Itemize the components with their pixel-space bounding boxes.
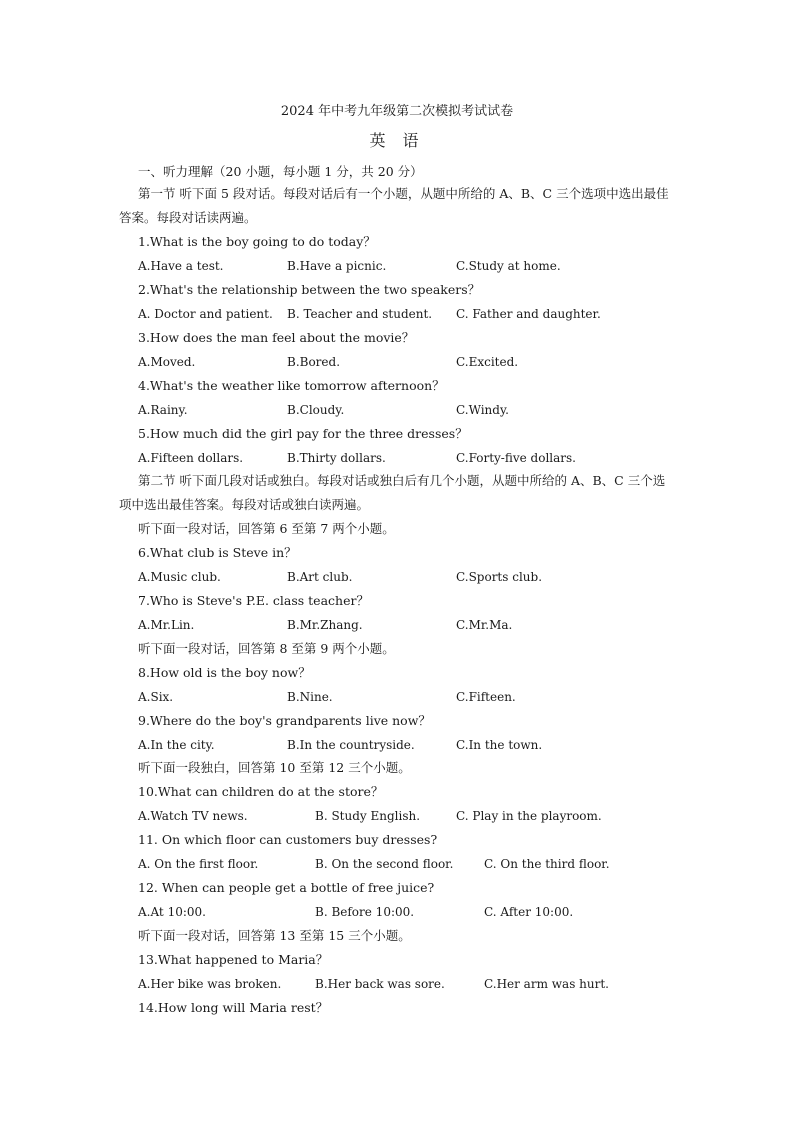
question-9: 9.Where do the boy's grandparents live now？ [138, 713, 431, 728]
option-4b: B.Cloudy. [287, 403, 345, 417]
option-12c: C. After 10:00. [484, 905, 574, 919]
option-9b: B.In the countryside. [287, 738, 415, 752]
option-12b: B. Before 10:00. [315, 905, 415, 919]
section1-instruction: 第一节 听下面 5 段对话。每段对话后有一个小题，从题中所给的 A、B、C 三个选项中选出最佳答案。每段对话读两遍。 [119, 186, 669, 225]
question-7: 7.Who is Steve's P.E. class teacher？ [138, 593, 369, 608]
option-2c: C. Father and daughter. [456, 307, 601, 321]
subject-title: 英 语 [369, 131, 425, 150]
direction-q8-9: 听下面一段对话，回答第 8 至第 9 两个小题。 [138, 641, 395, 656]
option-1a: A.Have a test. [138, 259, 224, 273]
option-11c: C. On the third floor. [484, 857, 610, 871]
direction-q10-12: 听下面一段独白，回答第 10 至第 12 三个小题。 [138, 760, 411, 775]
option-5c: C.Forty-five dollars. [456, 451, 576, 465]
option-7c: C.Mr.Ma. [456, 618, 513, 632]
option-4c: C.Windy. [456, 403, 509, 417]
option-13a: A.Her bike was broken. [138, 977, 282, 991]
option-12a: A.At 10:00. [138, 905, 206, 919]
question-2: 2.What's the relationship between the two speakers？ [138, 282, 481, 297]
option-10a: A.Watch TV news. [138, 809, 248, 823]
option-6b: B.Art club. [287, 570, 353, 584]
option-10b: B. Study English. [315, 809, 421, 823]
option-1b: B.Have a picnic. [287, 259, 387, 273]
section2-instruction: 第二节 听下面几段对话或独白。每段对话或独白后有几个小题，从题中所给的 A、B、C 三个选项中选出最佳答案。每段对话或独白读两遍。 [119, 473, 666, 512]
option-13c: C.Her arm was hurt. [484, 977, 609, 991]
exam-title: 2024 年中考九年级第二次模拟考试试卷 [280, 104, 514, 119]
question-13: 13.What happened to Maria？ [138, 952, 329, 967]
part-heading: 一、听力理解（20 小题，每小题 1 分，共 20 分） [138, 164, 423, 179]
option-2a: A. Doctor and patient. [138, 307, 273, 321]
option-3a: A.Moved. [138, 355, 196, 369]
question-1: 1.What is the boy going to do today？ [138, 234, 376, 249]
option-9a: A.In the city. [138, 738, 215, 752]
option-2b: B. Teacher and student. [287, 307, 433, 321]
option-11a: A. On the first floor. [138, 857, 259, 871]
option-11b: B. On the second floor. [315, 857, 454, 871]
option-7a: A.Mr.Lin. [138, 618, 195, 632]
question-3: 3.How does the man feel about the movie？ [138, 330, 415, 345]
option-8a: A.Six. [138, 690, 174, 704]
direction-q6-7: 听下面一段对话，回答第 6 至第 7 两个小题。 [138, 521, 395, 536]
option-3b: B.Bored. [287, 355, 341, 369]
question-12: 12. When can people get a bottle of free juice? [138, 880, 435, 895]
option-6a: A.Music club. [138, 570, 221, 584]
question-8: 8.How old is the boy now？ [138, 665, 311, 680]
question-10: 10.What can children do at the store？ [138, 784, 384, 799]
option-3c: C.Excited. [456, 355, 519, 369]
question-11: 11. On which floor can customers buy dresses? [138, 832, 438, 847]
option-5b: B.Thirty dollars. [287, 451, 386, 465]
option-7b: B.Mr.Zhang. [287, 618, 363, 632]
option-4a: A.Rainy. [138, 403, 188, 417]
option-5a: A.Fifteen dollars. [138, 451, 244, 465]
option-8b: B.Nine. [287, 690, 333, 704]
option-6c: C.Sports club. [456, 570, 543, 584]
option-1c: C.Study at home. [456, 259, 561, 273]
question-14: 14.How long will Maria rest？ [138, 1000, 329, 1015]
question-4: 4.What's the weather like tomorrow afternoon？ [138, 378, 445, 393]
direction-q13-15: 听下面一段对话，回答第 13 至第 15 三个小题。 [138, 928, 411, 943]
option-10c: C. Play in the playroom. [456, 809, 602, 823]
question-6: 6.What club is Steve in？ [138, 545, 297, 560]
option-9c: C.In the town. [456, 738, 543, 752]
option-13b: B.Her back was sore. [315, 977, 445, 991]
question-5: 5.How much did the girl pay for the three dresses？ [138, 426, 468, 441]
option-8c: C.Fifteen. [456, 690, 516, 704]
